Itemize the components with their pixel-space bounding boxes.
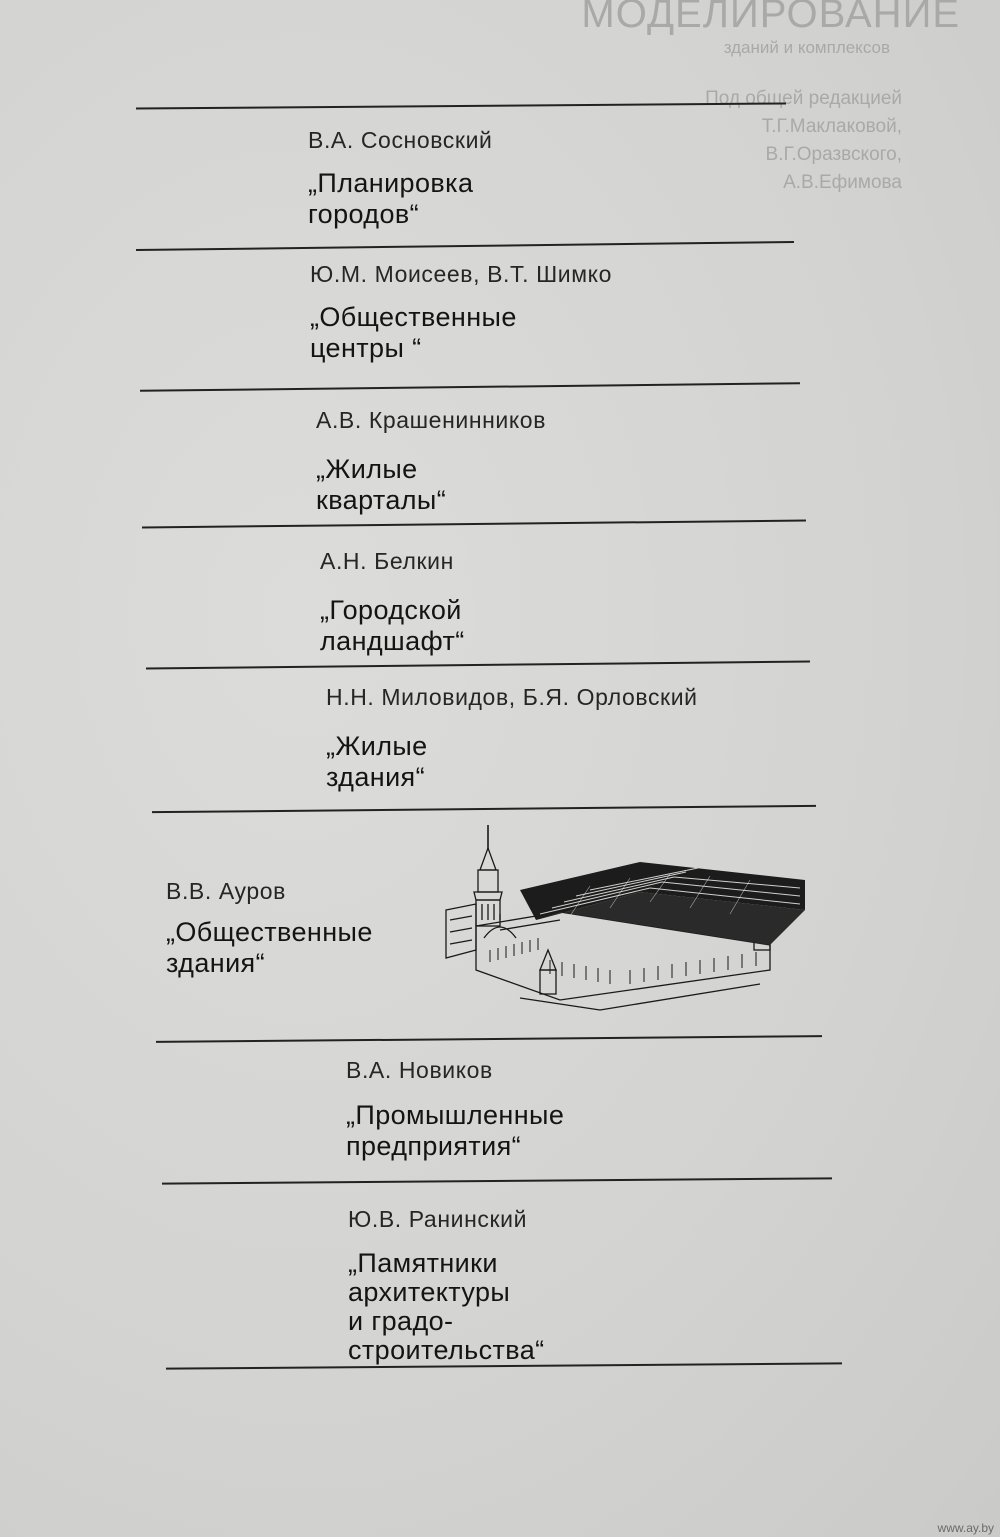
book-entry [310, 261, 612, 364]
entry-author: А.В. Крашенинников [316, 407, 547, 433]
entry-title: „Планировка городов“ [308, 168, 474, 229]
book-entry [326, 684, 698, 793]
entry-title: „Общественные здания“ [166, 917, 373, 978]
bleed-through-subtitle: зданий и комплексов [723, 38, 890, 57]
entry-title: „Общественные центры “ [310, 302, 517, 363]
divider-rule [140, 382, 800, 391]
watermark: www.ay.by [937, 1521, 994, 1535]
entry-author: Н.Н. Миловидов, Б.Я. Орловский [326, 684, 698, 710]
divider-rule [162, 1177, 832, 1184]
entry-author: В.В. Ауров [166, 878, 286, 904]
entry-title: „Городской ландшафт“ [320, 595, 465, 656]
book-entry [316, 407, 546, 516]
entry-title: „Промышленные предприятия“ [346, 1100, 565, 1161]
book-entry [348, 1206, 545, 1365]
divider-rule [146, 661, 810, 670]
bleed-through-editors [705, 85, 902, 197]
book-entry [320, 548, 465, 657]
entry-author: Ю.В. Ранинский [348, 1206, 528, 1232]
book-entry [308, 127, 492, 230]
entry-author: В.А. Новиков [346, 1057, 493, 1083]
entry-author: Ю.М. Моисеев, В.Т. Шимко [310, 261, 612, 287]
entry-author: В.А. Сосновский [308, 127, 493, 153]
divider-rule [136, 241, 794, 251]
bleed-through-line: Под общей редакцией [705, 88, 902, 109]
book-entry [346, 1057, 564, 1162]
bleed-through-line: Т.Г.Маклаковой, [761, 116, 902, 137]
entry-title: „Жилые кварталы“ [316, 454, 447, 515]
bleed-through-line: В.Г.Оразвского, [765, 144, 902, 165]
entry-author: А.Н. Белкин [320, 548, 454, 574]
bleed-through-title: МОДЕЛИРОВАНИЕ [581, 0, 960, 36]
book-entry [166, 878, 373, 979]
bleed-through-line: А.В.Ефимова [783, 172, 902, 193]
building-drawing-icon [440, 820, 810, 1020]
divider-rule [152, 805, 816, 813]
divider-rule [142, 520, 806, 529]
entry-title: „Памятники архитектуры и градо- строительства“ [348, 1248, 545, 1365]
divider-rule [136, 102, 786, 109]
divider-rule [156, 1035, 822, 1043]
entry-title: „Жилые здания“ [326, 731, 428, 792]
